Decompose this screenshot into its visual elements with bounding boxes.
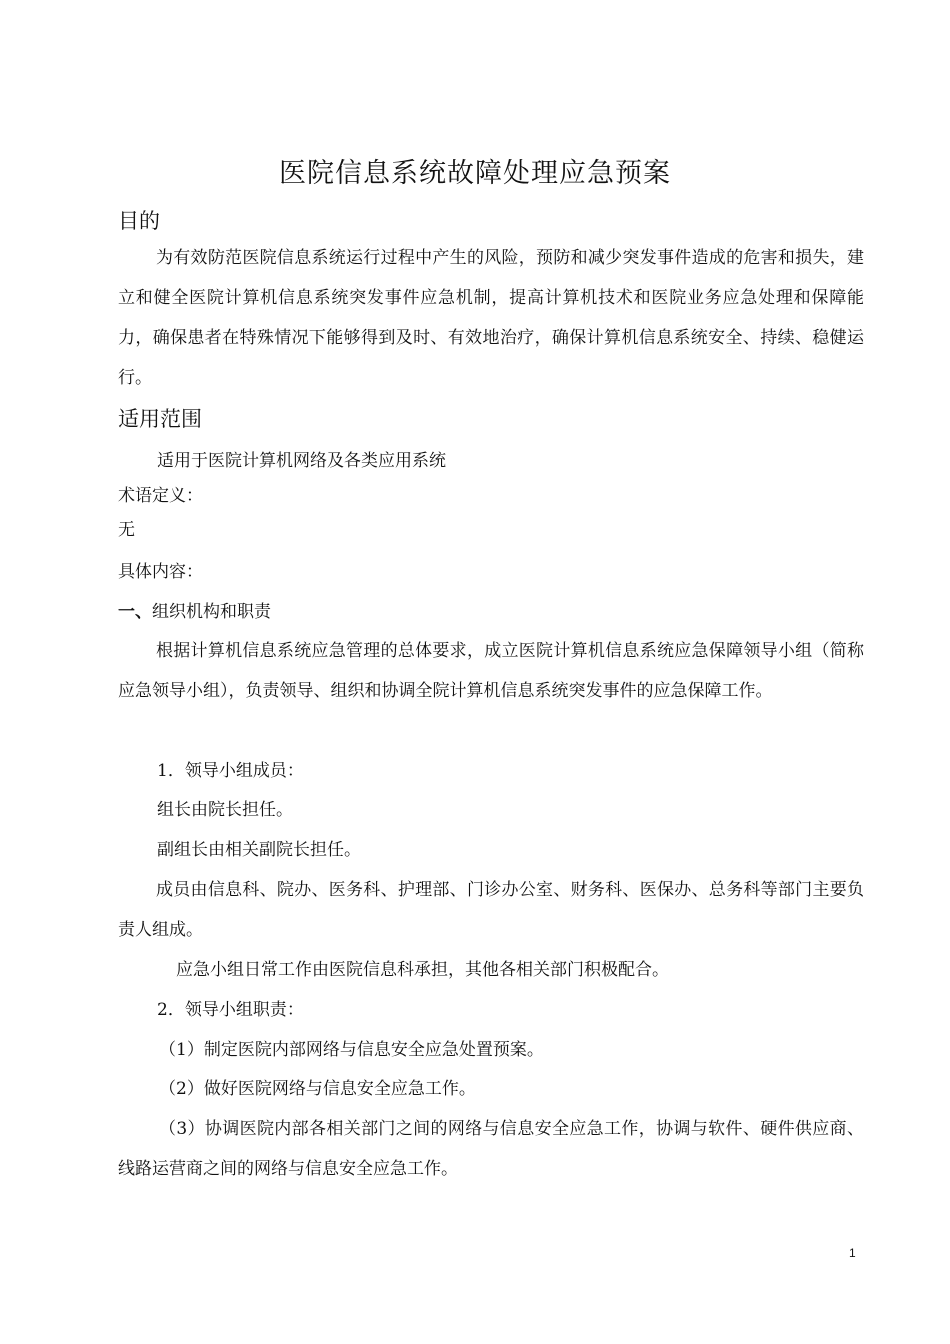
purpose-paragraph: 为有效防范医院信息系统运行过程中产生的风险，预防和减少突发事件造成的危害和损失，建立和健全医院计算机信息系统突发事件应急机制，提高计算机技术和医院业务应急处理和保障能力，确保患者在特殊情况下能够得到及时、有效地治疗，确保计算机信息系统安全、持续、稳健运行。	[118, 248, 864, 388]
purpose-heading: 目的	[118, 209, 160, 233]
members-heading: 1．领导小组成员：	[157, 761, 304, 781]
section-one-heading	[118, 592, 271, 632]
page-number: 1	[849, 1246, 856, 1260]
deputy-line: 副组长由相关副院长担任。	[157, 840, 361, 860]
section-one-title: 组织机构和职责	[152, 602, 271, 622]
duty-item-3: （3）协调医院内部各相关部门之间的网络与信息安全应急工作，协调与软件、硬件供应商、线路运营商之间的网络与信息安全应急工作。	[118, 1119, 864, 1179]
terms-label: 术语定义：	[118, 486, 203, 506]
content-label: 具体内容：	[118, 562, 203, 582]
terms-value: 无	[118, 520, 135, 540]
duties-heading: 2．领导小组职责：	[157, 1000, 304, 1020]
duty-item-2: （2）做好医院网络与信息安全应急工作。	[159, 1079, 476, 1099]
section-one-number: 一、	[118, 602, 152, 622]
leader-line: 组长由院长担任。	[157, 800, 293, 820]
document-title: 医院信息系统故障处理应急预案	[279, 158, 671, 189]
daily-work-line: 应急小组日常工作由医院信息科承担，其他各相关部门积极配合。	[176, 960, 669, 980]
duty-item-1: （1）制定医院内部网络与信息安全应急处置预案。	[159, 1040, 544, 1060]
scope-paragraph: 适用于医院计算机网络及各类应用系统	[157, 451, 446, 471]
members-paragraph: 成员由信息科、院办、医务科、护理部、门诊办公室、财务科、医保办、总务科等部门主要负责人组成。	[118, 880, 864, 940]
section-one-intro: 根据计算机信息系统应急管理的总体要求，成立医院计算机信息系统应急保障领导小组（简称应急领导小组），负责领导、组织和协调全院计算机信息系统突发事件的应急保障工作。	[118, 641, 864, 701]
scope-heading: 适用范围	[118, 407, 202, 431]
